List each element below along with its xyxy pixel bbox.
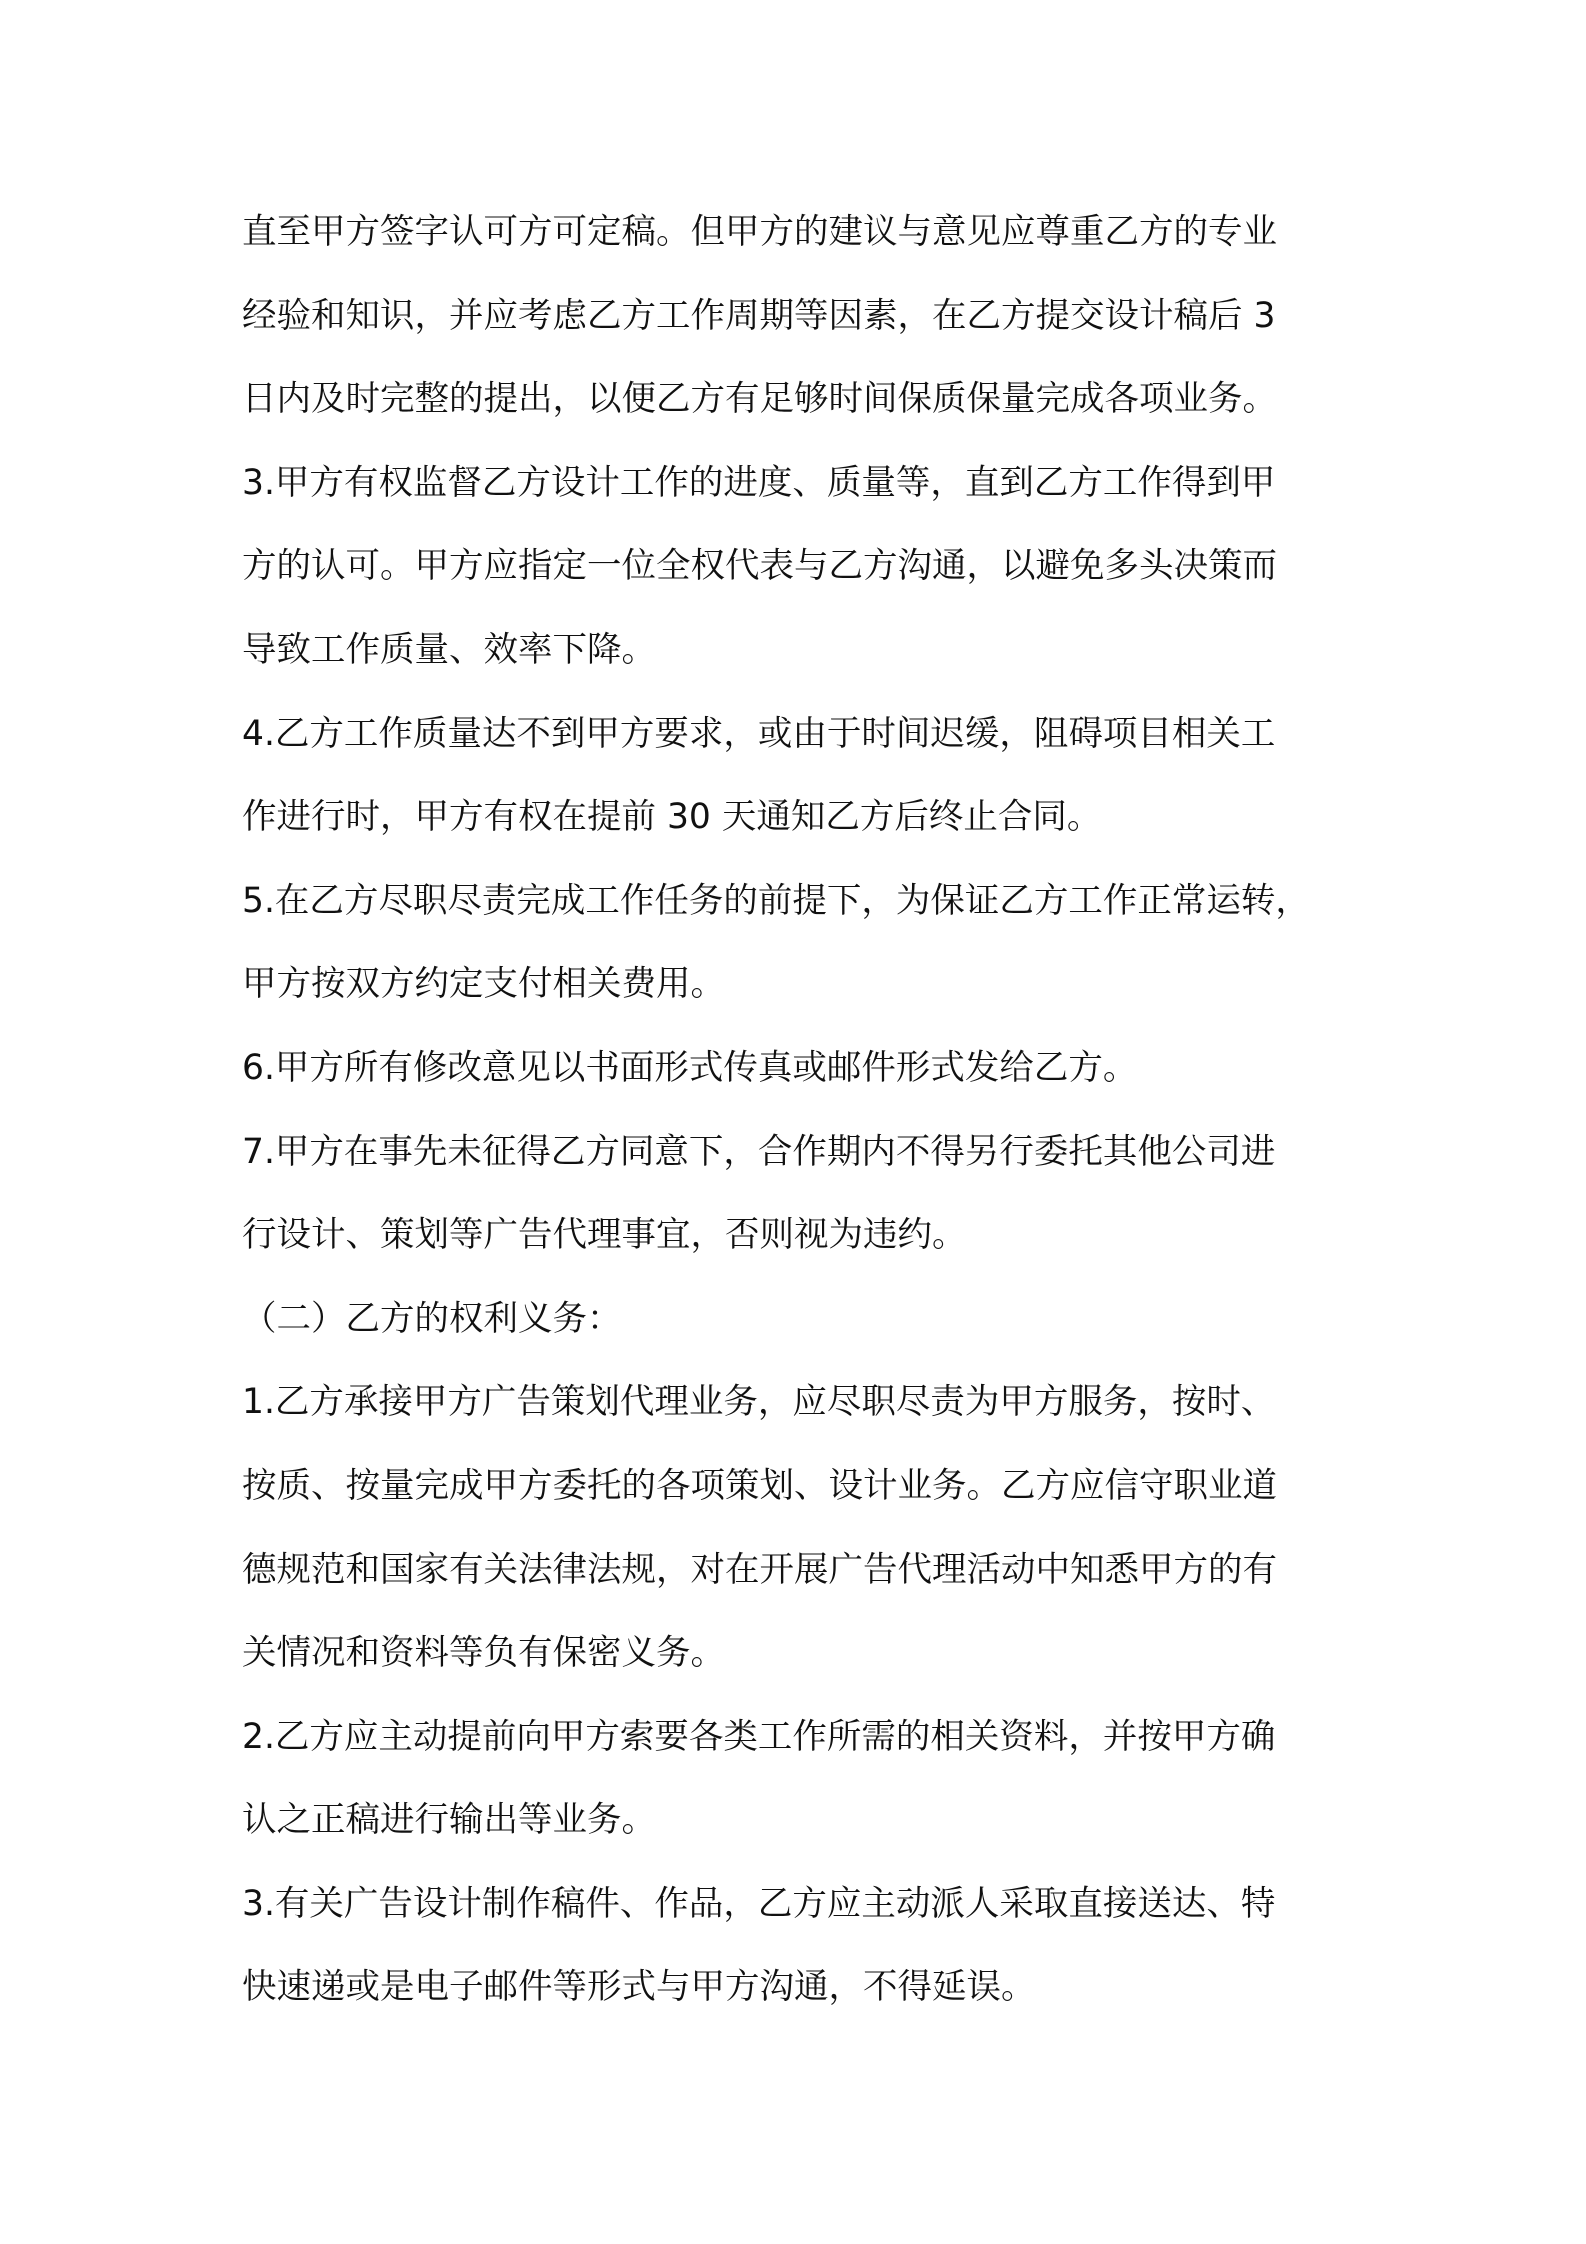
text-line: 德规范和国家有关法律法规，对在开展广告代理活动中知悉甲方的有: [242, 1549, 1277, 1590]
text-line: 经验和知识，并应考虑乙方工作周期等因素，在乙方提交设计稿后 3: [242, 295, 1276, 336]
text-line: 5.在乙方尽职尽责完成工作任务的前提下，为保证乙方工作正常运转，: [242, 880, 1310, 921]
text-line: 关情况和资料等负有保密义务。: [242, 1633, 725, 1674]
section-heading: （二）乙方的权利义务：: [242, 1298, 622, 1339]
text-line: 作进行时，甲方有权在提前 30 天通知乙方后终止合同。: [242, 797, 1102, 838]
text-line: 7.甲方在事先未征得乙方同意下，合作期内不得另行委托其他公司进: [242, 1131, 1276, 1172]
text-line: 方的认可。甲方应指定一位全权代表与乙方沟通，以避免多头决策而: [242, 546, 1277, 587]
text-line: 按质、按量完成甲方委托的各项策划、设计业务。乙方应信守职业道: [242, 1465, 1277, 1506]
text-line: 日内及时完整的提出，以便乙方有足够时间保质保量完成各项业务。: [242, 379, 1277, 420]
text-line: 3.有关广告设计制作稿件、作品，乙方应主动派人采取直接送达、特: [242, 1883, 1276, 1924]
text-line: 快速递或是电子邮件等形式与甲方沟通，不得延误。: [242, 1967, 1036, 2008]
text-line: 甲方按双方约定支付相关费用。: [242, 964, 725, 1005]
text-line: 认之正稿进行输出等业务。: [242, 1800, 656, 1841]
text-line: 2.乙方应主动提前向甲方索要各类工作所需的相关资料，并按甲方确: [242, 1716, 1276, 1757]
text-line: 6.甲方所有修改意见以书面形式传真或邮件形式发给乙方。: [242, 1047, 1138, 1088]
text-line: 导致工作质量、效率下降。: [242, 629, 656, 670]
text-line: 3.甲方有权监督乙方设计工作的进度、质量等，直到乙方工作得到甲: [242, 462, 1276, 503]
text-line: 行设计、策划等广告代理事宜，否则视为违约。: [242, 1215, 967, 1256]
text-line: 直至甲方签字认可方可定稿。但甲方的建议与意见应尊重乙方的专业: [242, 212, 1277, 252]
text-line: 4.乙方工作质量达不到甲方要求，或由于时间迟缓，阻碍项目相关工: [242, 713, 1276, 754]
text-line: 1.乙方承接甲方广告策划代理业务，应尽职尽责为甲方服务，按时、: [242, 1382, 1276, 1423]
contract-text-body: [242, 191, 1362, 2030]
